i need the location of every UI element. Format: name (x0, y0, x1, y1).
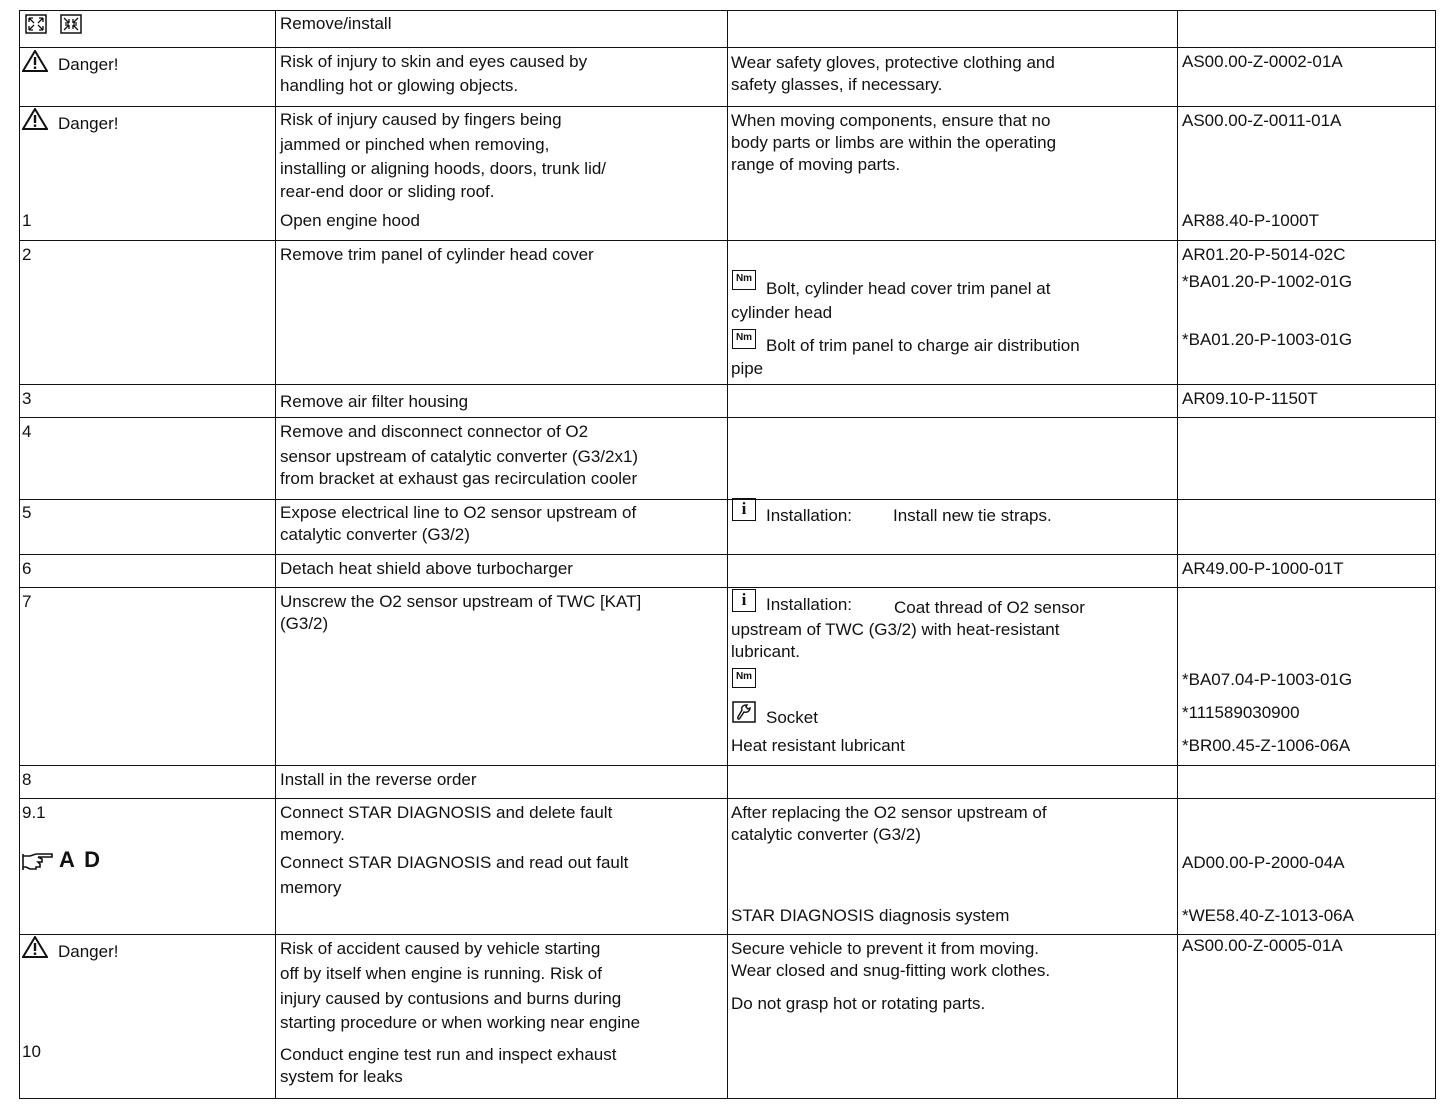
step-number: 2 (22, 245, 32, 264)
danger-label: Danger! (58, 942, 119, 961)
torque-ref[interactable]: *BA01.20-P-1002-01G (1182, 272, 1353, 291)
step-text: memory. (280, 825, 345, 844)
danger-text: injury caused by contusions and burns during (280, 989, 622, 1008)
lubricant-ref[interactable]: *BR00.45-Z-1006-06A (1182, 736, 1351, 755)
danger-text: rear-end door or sliding roof. (280, 182, 495, 201)
danger-text: Risk of accident caused by vehicle starting (280, 939, 601, 958)
danger-ref[interactable]: AS00.00-Z-0005-01A (1182, 936, 1343, 955)
step-text: memory (280, 878, 342, 897)
torque-ref[interactable]: *BA07.04-P-1003-01G (1182, 670, 1353, 689)
ad-label: A D (59, 847, 103, 872)
step-text: Remove air filter housing (280, 392, 469, 411)
lubricant-label: Heat resistant lubricant (731, 736, 905, 755)
step-ref[interactable]: AR09.10-P-1150T (1182, 389, 1318, 408)
step-text: Conduct engine test run and inspect exhaust (280, 1045, 617, 1064)
step-ref[interactable]: AR01.20-P-5014-02C (1182, 245, 1346, 264)
torque-icon: Nm (732, 270, 756, 290)
step-number: 7 (22, 592, 32, 611)
danger-text: Risk of injury caused by fingers being (280, 110, 562, 129)
step-number: 1 (22, 211, 32, 230)
danger-note: Secure vehicle to prevent it from moving. (731, 939, 1040, 958)
step-text: Connect STAR DIAGNOSIS and delete fault (280, 803, 613, 822)
diagnosis-ref[interactable]: *WE58.40-Z-1013-06A (1182, 906, 1354, 925)
install-icon (60, 14, 82, 34)
step-ref[interactable]: AD00.00-P-2000-04A (1182, 853, 1345, 872)
step-text: Open engine hood (280, 211, 420, 230)
warning-icon (22, 936, 48, 958)
step-text: Expose electrical line to O2 sensor upstream of (280, 503, 637, 522)
remove-icon (25, 14, 47, 34)
step-text: (G3/2) (280, 614, 329, 633)
danger-label: Danger! (58, 114, 119, 133)
step-text: sensor upstream of catalytic converter (G3/2x1) (280, 447, 639, 466)
tool-ref[interactable]: *111589030900 (1182, 703, 1300, 722)
step-text: Detach heat shield above turbocharger (280, 559, 573, 578)
danger-text: installing or aligning hoods, doors, trunk lid/ (280, 159, 607, 178)
step-number: 6 (22, 559, 32, 578)
tool-label: Socket (766, 708, 818, 727)
danger-text: handling hot or glowing objects. (280, 76, 519, 95)
step-text: Install in the reverse order (280, 770, 477, 789)
step-text: system for leaks (280, 1067, 403, 1086)
step-text: from bracket at exhaust gas recirculation cooler (280, 469, 638, 488)
installation-note: Coat thread of O2 sensor (894, 598, 1085, 617)
step-note: After replacing the O2 sensor upstream of (731, 803, 1047, 822)
danger-ref[interactable]: AS00.00-Z-0002-01A (1182, 52, 1343, 71)
danger-note: range of moving parts. (731, 155, 901, 174)
torque-text: pipe (731, 359, 764, 378)
installation-label: Installation: (766, 506, 852, 525)
danger-note: Wear closed and snug-fitting work clothes. (731, 961, 1051, 980)
step-number: 10 (22, 1042, 41, 1061)
step-text: Remove and disconnect connector of O2 (280, 422, 589, 441)
warning-icon (22, 50, 48, 72)
danger-label: Danger! (58, 55, 119, 74)
danger-ref[interactable]: AS00.00-Z-0011-01A (1182, 111, 1342, 130)
header-action: Remove/install (280, 14, 392, 33)
warning-icon (22, 108, 48, 130)
installation-note: lubricant. (731, 642, 800, 661)
step-text: Remove trim panel of cylinder head cover (280, 245, 594, 264)
danger-text: jammed or pinched when removing, (280, 135, 550, 154)
danger-text: Risk of injury to skin and eyes caused by (280, 52, 588, 71)
step-text: Connect STAR DIAGNOSIS and read out fault (280, 853, 629, 872)
pointing-hand-icon (22, 852, 54, 872)
step-number: 3 (22, 389, 32, 408)
torque-icon: Nm (732, 668, 756, 688)
danger-text: starting procedure or when working near engine (280, 1013, 641, 1032)
installation-note: upstream of TWC (G3/2) with heat-resistant (731, 620, 1060, 639)
torque-ref[interactable]: *BA01.20-P-1003-01G (1182, 330, 1353, 349)
danger-note: Wear safety gloves, protective clothing and (731, 53, 1055, 72)
step-text: catalytic converter (G3/2) (280, 525, 470, 544)
installation-label: Installation: (766, 595, 852, 614)
danger-text: off by itself when engine is running. Risk of (280, 964, 602, 983)
danger-note: Do not grasp hot or rotating parts. (731, 994, 986, 1013)
danger-note: body parts or limbs are within the operating (731, 133, 1057, 152)
torque-icon: Nm (732, 329, 756, 349)
torque-text: cylinder head (731, 303, 833, 322)
info-icon: i (732, 589, 756, 612)
torque-text: Bolt of trim panel to charge air distribution (766, 336, 1080, 355)
torque-text: Bolt, cylinder head cover trim panel at (766, 279, 1051, 298)
step-number: 9.1 (22, 803, 46, 822)
step-number: 4 (22, 422, 32, 441)
tool-icon (732, 701, 756, 723)
diagnosis-system: STAR DIAGNOSIS diagnosis system (731, 906, 1010, 925)
step-ref[interactable]: AR88.40-P-1000T (1182, 211, 1320, 230)
step-text: Unscrew the O2 sensor upstream of TWC [KAT] (280, 592, 642, 611)
danger-note: safety glasses, if necessary. (731, 75, 943, 94)
step-note: catalytic converter (G3/2) (731, 825, 921, 844)
installation-note: Install new tie straps. (893, 506, 1052, 525)
danger-note: When moving components, ensure that no (731, 111, 1051, 130)
step-number: 8 (22, 770, 32, 789)
step-number: 5 (22, 503, 32, 522)
info-icon: i (732, 498, 756, 521)
step-ref[interactable]: AR49.00-P-1000-01T (1182, 559, 1344, 578)
